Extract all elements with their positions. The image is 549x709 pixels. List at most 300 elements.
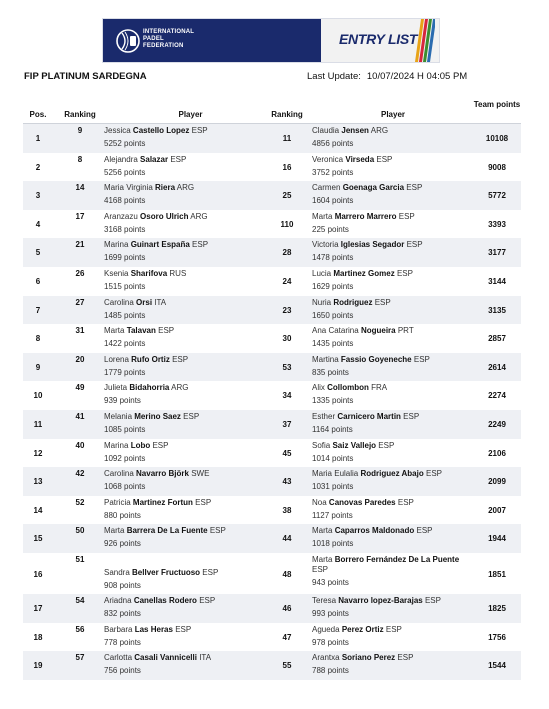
player-1-name <box>104 412 272 422</box>
player-2-name <box>312 183 472 193</box>
player-2-last-name: Collombon <box>327 383 369 393</box>
player-2-first-name: Marta <box>312 211 333 221</box>
player-1-points: 1515 points <box>104 281 146 291</box>
player-1-last-name: Castello Lopez <box>132 126 190 135</box>
player-1-last-name: Riera <box>155 183 176 193</box>
player-2-ranking: 34 <box>282 391 292 401</box>
player-1-points: 1779 points <box>104 367 146 377</box>
player-1-last-name: Orsi <box>136 297 153 307</box>
player-2-name <box>312 212 472 222</box>
player-1-points: 5256 points <box>104 167 146 177</box>
player-1-name <box>104 568 272 578</box>
player-2-name <box>312 355 472 365</box>
position-cell: 16 <box>33 569 43 579</box>
player-2-cell <box>312 383 472 406</box>
column-header-ranking-1: Ranking <box>64 110 96 119</box>
player-1-ranking: 50 <box>75 526 85 536</box>
player-1-first-name: Carolina <box>104 469 134 479</box>
table-row <box>23 124 521 153</box>
player-2-name <box>312 441 472 451</box>
player-1-name <box>104 183 272 193</box>
player-1-name <box>104 326 272 336</box>
table-row <box>23 651 521 680</box>
player-1-nationality: ESP <box>199 595 216 605</box>
column-header-pos: Pos. <box>29 110 47 119</box>
player-1-points: 1085 points <box>104 424 146 434</box>
player-1-nationality: ESP <box>192 240 209 250</box>
player-1-first-name: Lorena <box>104 354 129 364</box>
player-1-points: 778 points <box>104 637 141 647</box>
player-1-first-name: Marina <box>104 240 129 250</box>
player-1-first-name: Alejandra <box>104 154 138 164</box>
player-1-last-name: Barrera De La Fuente <box>126 526 208 536</box>
player-2-cell <box>312 625 472 648</box>
player-2-last-name: Carnicero Martin <box>337 411 401 421</box>
player-2-nationality: ESP <box>406 240 423 250</box>
player-2-points: 993 points <box>312 608 349 618</box>
logo-line-2: PADEL <box>143 36 164 42</box>
player-2-name <box>312 526 472 536</box>
player-1-cell <box>104 155 272 178</box>
player-2-points: 1335 points <box>312 396 354 406</box>
player-1-last-name: Las Heras <box>134 624 173 634</box>
player-1-first-name: Sandra <box>104 567 130 577</box>
position-cell: 11 <box>33 419 43 429</box>
team-points-cell: 2857 <box>488 334 506 344</box>
player-1-last-name: Canellas Rodero <box>133 595 197 605</box>
team-points-cell: 2099 <box>488 477 506 487</box>
position-cell: 5 <box>35 248 41 258</box>
player-1-ranking: 26 <box>75 268 85 278</box>
player-2-cell <box>312 469 472 492</box>
player-1-points: 5252 points <box>104 139 146 148</box>
player-1-points: 3168 points <box>104 224 146 234</box>
player-2-last-name: Martinez Gomez <box>333 268 395 278</box>
player-2-nationality: ESP <box>413 354 430 364</box>
table-row <box>23 524 521 553</box>
team-points-cell: 2614 <box>488 362 506 372</box>
position-cell: 15 <box>33 534 43 544</box>
player-1-cell <box>104 269 272 292</box>
player-1-points: 756 points <box>104 666 141 676</box>
player-2-last-name: Fassio Goyeneche <box>340 354 412 364</box>
player-2-ranking: 38 <box>282 505 292 515</box>
team-points-cell: 2274 <box>488 391 506 401</box>
column-header-player-2: Player <box>380 110 406 119</box>
player-1-last-name: Rufo Ortiz <box>131 354 170 364</box>
position-cell: 10 <box>33 391 43 401</box>
player-2-last-name: Nogueira <box>360 326 396 336</box>
player-2-last-name: Virseda <box>345 154 375 164</box>
player-2-name <box>312 298 472 308</box>
player-1-last-name: Lobo <box>130 440 151 450</box>
player-1-ranking: 14 <box>75 183 85 193</box>
team-points-cell: 2106 <box>488 448 506 458</box>
player-1-nationality: ESP <box>152 440 169 450</box>
player-2-first-name: Agueda <box>312 624 340 634</box>
player-1-ranking: 17 <box>75 211 85 221</box>
player-1-last-name: Osoro Ulrich <box>140 211 189 221</box>
player-2-ranking: 24 <box>282 276 292 286</box>
table-row <box>23 467 521 496</box>
player-1-nationality: ESP <box>209 526 226 536</box>
player-2-ranking: 44 <box>282 534 292 544</box>
player-2-first-name: Lucia <box>312 268 332 278</box>
table-row <box>23 353 521 382</box>
player-1-name <box>104 653 272 663</box>
team-points-cell: 2249 <box>488 419 506 429</box>
player-1-nationality: ITA <box>154 297 167 307</box>
player-2-last-name: Borrero Fernández De La Puente <box>334 554 460 564</box>
player-2-first-name: Noa <box>312 497 327 507</box>
player-2-points: 1127 points <box>312 510 353 520</box>
player-2-cell <box>312 526 472 549</box>
player-2-points: 1650 points <box>312 310 354 320</box>
player-2-ranking: 55 <box>282 661 292 671</box>
table-row <box>23 296 521 325</box>
player-1-first-name: Barbara <box>104 624 133 634</box>
player-2-name <box>312 383 472 393</box>
table-row <box>23 439 521 468</box>
player-2-ranking: 48 <box>282 569 292 579</box>
player-1-name <box>104 498 272 508</box>
player-2-nationality: ESP <box>374 297 391 307</box>
player-2-last-name: Navarro lopez-Barajas <box>338 595 423 605</box>
column-header-team-points: Team points <box>473 100 521 109</box>
player-1-first-name: Marina <box>104 440 129 450</box>
team-points-cell: 2007 <box>488 505 506 515</box>
player-2-cell <box>312 326 472 349</box>
position-cell: 9 <box>35 362 41 372</box>
player-2-cell <box>312 269 472 292</box>
player-2-first-name: Sofia <box>312 440 331 450</box>
player-1-nationality: ESP <box>191 126 208 135</box>
player-2-last-name: Marrero Marrero <box>334 211 397 221</box>
player-1-nationality: ARG <box>176 183 195 193</box>
player-1-nationality: ESP <box>202 567 219 577</box>
player-2-last-name: Jensen <box>341 126 369 135</box>
position-cell: 19 <box>33 661 43 671</box>
player-1-name <box>104 269 272 279</box>
player-1-points: 1092 points <box>104 453 146 463</box>
position-cell: 6 <box>35 276 41 286</box>
position-cell: 12 <box>33 448 43 458</box>
table-row <box>23 267 521 296</box>
position-cell: 1 <box>35 134 41 143</box>
player-1-first-name: Marta <box>104 526 125 536</box>
player-2-ranking: 43 <box>282 477 292 487</box>
player-2-points: 788 points <box>312 666 349 676</box>
team-points-cell: 3177 <box>488 248 506 258</box>
player-2-points: 835 points <box>312 367 349 377</box>
player-1-name <box>104 240 272 250</box>
player-2-nationality: ESP <box>416 526 433 536</box>
player-2-name <box>312 326 472 336</box>
player-2-name <box>312 269 472 279</box>
player-2-ranking: 45 <box>282 448 292 458</box>
player-1-ranking: 49 <box>75 383 85 393</box>
player-1-nationality: RUS <box>169 268 187 278</box>
player-2-ranking: 37 <box>282 419 292 429</box>
player-2-points: 4856 points <box>312 139 354 148</box>
team-points-cell: 3393 <box>488 219 506 229</box>
player-2-cell <box>312 298 472 321</box>
logo-line-3: FEDERATION <box>143 43 184 49</box>
player-2-cell <box>312 555 472 588</box>
player-1-last-name: Bidahorria <box>129 383 170 393</box>
player-1-points: 1485 points <box>104 310 146 320</box>
player-1-ranking: 51 <box>75 554 85 564</box>
player-1-cell <box>104 383 272 406</box>
player-2-first-name: Esther <box>312 411 336 421</box>
player-2-ranking: 16 <box>282 162 292 172</box>
player-2-points: 1014 points <box>312 453 354 463</box>
team-points-cell: 9008 <box>488 162 506 172</box>
player-1-cell <box>104 625 272 648</box>
player-1-name <box>104 298 272 308</box>
player-1-last-name: Martinez Fortun <box>132 497 193 507</box>
federation-logo-panel <box>103 19 321 62</box>
player-1-first-name: Aranzazu <box>104 211 138 221</box>
player-2-nationality: ESP <box>376 154 393 164</box>
player-1-name <box>104 469 272 479</box>
player-2-cell <box>312 155 472 178</box>
event-name: FIP PLATINUM SARDEGNA <box>24 71 147 82</box>
player-2-name <box>312 653 472 663</box>
player-2-cell <box>312 126 472 149</box>
player-2-nationality: ESP <box>424 595 441 605</box>
player-1-cell <box>104 355 272 378</box>
player-1-name <box>104 383 272 393</box>
table-row <box>23 381 521 410</box>
player-2-first-name: Veronica <box>312 154 344 164</box>
player-2-ranking: 11 <box>282 134 292 143</box>
player-2-cell <box>312 412 472 435</box>
player-1-name <box>104 625 272 635</box>
table-header <box>23 100 521 124</box>
header-banner <box>102 18 440 63</box>
player-1-ranking: 9 <box>77 126 83 135</box>
team-points-cell: 5772 <box>488 191 506 201</box>
player-2-last-name: Saiz Vallejo <box>332 440 377 450</box>
player-2-last-name: Canovas Paredes <box>328 497 396 507</box>
player-1-cell <box>104 653 272 676</box>
player-1-first-name: Ksenia <box>104 268 129 278</box>
player-1-last-name: Navarro Björk <box>136 469 189 479</box>
player-1-name <box>104 441 272 451</box>
player-2-nationality: ESP <box>425 469 442 479</box>
player-2-last-name: Caparros Maldonado <box>334 526 415 536</box>
player-1-ranking: 52 <box>75 497 85 507</box>
player-2-cell <box>312 355 472 378</box>
player-1-points: 1699 points <box>104 253 146 263</box>
page-title: ENTRY LIST <box>339 31 418 47</box>
position-cell: 8 <box>35 334 41 344</box>
player-2-cell <box>312 183 472 206</box>
player-1-first-name: Ariadna <box>104 595 132 605</box>
player-2-first-name: Martina <box>312 354 339 364</box>
player-2-points: 1604 points <box>312 196 354 206</box>
player-2-points: 1164 points <box>312 424 353 434</box>
position-cell: 13 <box>33 477 43 487</box>
player-2-nationality: ESP <box>396 268 413 278</box>
player-1-name <box>104 355 272 365</box>
player-1-ranking: 42 <box>75 469 85 479</box>
player-2-nationality: ESP <box>398 211 415 221</box>
federation-logo-text <box>143 29 263 50</box>
player-2-cell <box>312 653 472 676</box>
player-1-points: 880 points <box>104 510 141 520</box>
player-1-points: 939 points <box>104 396 141 406</box>
player-2-first-name: Marta <box>312 526 333 536</box>
last-update-label: Last Update: <box>307 71 361 82</box>
player-2-last-name: Iglesias Segador <box>340 240 405 250</box>
player-2-ranking: 53 <box>282 362 292 372</box>
player-1-nationality: ESP <box>172 354 189 364</box>
player-2-points: 1031 points <box>312 482 354 492</box>
position-cell: 17 <box>33 603 43 613</box>
player-2-cell <box>312 596 472 619</box>
player-1-cell <box>104 469 272 492</box>
player-1-ranking: 57 <box>75 653 85 663</box>
player-1-first-name: Jessica <box>104 126 131 135</box>
table-row <box>23 496 521 525</box>
player-2-first-name: Victoria <box>312 240 339 250</box>
column-header-ranking-2: Ranking <box>271 110 303 119</box>
player-1-nationality: ESP <box>170 154 187 164</box>
player-1-ranking: 8 <box>77 154 83 164</box>
team-points-cell: 1851 <box>488 569 506 579</box>
player-2-first-name: Carmen <box>312 183 341 193</box>
player-1-last-name: Guinart España <box>130 240 190 250</box>
player-1-nationality: ESP <box>158 326 175 336</box>
player-1-points: 4168 points <box>104 196 146 206</box>
last-update <box>307 71 467 82</box>
player-2-name <box>312 625 472 635</box>
player-1-cell <box>104 212 272 235</box>
player-2-name <box>312 155 472 165</box>
team-points-cell: 10108 <box>485 134 509 143</box>
player-2-nationality: ESP <box>397 653 414 663</box>
player-2-name <box>312 555 472 575</box>
team-points-cell: 1825 <box>488 603 506 613</box>
player-2-points: 943 points <box>312 577 349 587</box>
player-2-last-name: Goenaga Garcia <box>342 183 405 193</box>
player-1-first-name: Maria Virginia <box>104 183 153 193</box>
player-2-last-name: Perez Ortiz <box>341 624 384 634</box>
player-2-ranking: 47 <box>282 632 292 642</box>
player-1-last-name: Casali Vannicelli <box>134 653 197 663</box>
player-1-cell <box>104 183 272 206</box>
player-2-first-name: Maria Eulalia <box>312 469 359 479</box>
player-1-last-name: Merino Saez <box>134 411 181 421</box>
player-2-cell <box>312 441 472 464</box>
player-2-name <box>312 412 472 422</box>
player-1-name <box>104 155 272 165</box>
player-2-points: 1018 points <box>312 539 354 549</box>
player-2-ranking: 46 <box>282 603 292 613</box>
table-row <box>23 238 521 267</box>
player-2-nationality: FRA <box>371 383 388 393</box>
player-1-first-name: Carolina <box>104 297 134 307</box>
player-1-name <box>104 212 272 222</box>
logo-line-1: INTERNATIONAL <box>143 29 195 35</box>
table-row <box>23 410 521 439</box>
player-2-nationality: ESP <box>397 497 414 507</box>
player-2-nationality: PRT <box>397 326 414 336</box>
team-points-cell: 3135 <box>488 305 506 315</box>
entry-table-body <box>23 124 521 680</box>
player-1-cell <box>104 555 272 591</box>
player-1-name <box>104 596 272 606</box>
player-2-name <box>312 469 472 479</box>
player-2-nationality: ESP <box>378 440 395 450</box>
player-2-first-name: Marta <box>312 554 333 564</box>
player-2-first-name: Alix <box>312 383 325 393</box>
player-2-name <box>312 498 472 508</box>
player-1-nationality: ESP <box>175 624 192 634</box>
position-cell: 3 <box>35 191 41 201</box>
player-1-ranking: 21 <box>75 240 85 250</box>
player-1-last-name: Salazar <box>140 154 169 164</box>
player-1-cell <box>104 298 272 321</box>
player-2-last-name: Rodriguez <box>333 297 373 307</box>
player-1-nationality: ESP <box>195 497 212 507</box>
player-1-nationality: ARG <box>171 383 189 393</box>
position-cell: 7 <box>35 305 41 315</box>
player-1-first-name: Melania <box>104 411 133 421</box>
last-update-value: 10/07/2024 H 04:05 PM <box>366 71 468 82</box>
player-1-nationality: ESP <box>183 411 200 421</box>
player-2-last-name: Rodriguez Abajo <box>360 469 424 479</box>
player-1-first-name: Marta <box>104 326 125 336</box>
player-1-first-name: Carlotta <box>104 653 133 663</box>
position-cell: 2 <box>35 162 41 172</box>
player-2-points: 225 points <box>312 224 349 234</box>
player-1-ranking: 27 <box>75 297 85 307</box>
player-2-nationality: ESP <box>403 411 420 421</box>
padel-ball-logo-icon <box>115 28 141 54</box>
player-1-first-name: Julieta <box>104 383 128 393</box>
player-2-cell <box>312 498 472 521</box>
player-2-first-name: Arantxa <box>312 653 340 663</box>
player-2-cell <box>312 240 472 263</box>
player-1-cell <box>104 412 272 435</box>
table-row <box>23 210 521 239</box>
table-row <box>23 623 521 652</box>
player-1-cell <box>104 498 272 521</box>
player-2-name <box>312 596 472 606</box>
player-2-points: 1478 points <box>312 253 354 263</box>
player-1-points: 908 points <box>104 580 141 590</box>
player-2-first-name: Claudia <box>312 126 340 135</box>
player-1-points: 832 points <box>104 608 141 618</box>
player-2-name <box>312 126 472 136</box>
player-2-nationality: ESP <box>312 564 329 574</box>
player-1-name <box>104 126 272 136</box>
player-2-nationality: ESP <box>406 183 423 193</box>
team-points-cell: 1544 <box>488 661 506 671</box>
player-2-ranking: 110 <box>280 219 294 229</box>
player-1-cell <box>104 126 272 149</box>
player-1-cell <box>104 441 272 464</box>
player-2-points: 1629 points <box>312 281 354 291</box>
player-2-ranking: 23 <box>282 305 292 315</box>
player-2-nationality: ARG <box>370 126 389 135</box>
player-2-cell <box>312 212 472 235</box>
player-1-last-name: Sharifova <box>130 268 168 278</box>
player-1-last-name: Bellver Fructuoso <box>132 567 201 577</box>
